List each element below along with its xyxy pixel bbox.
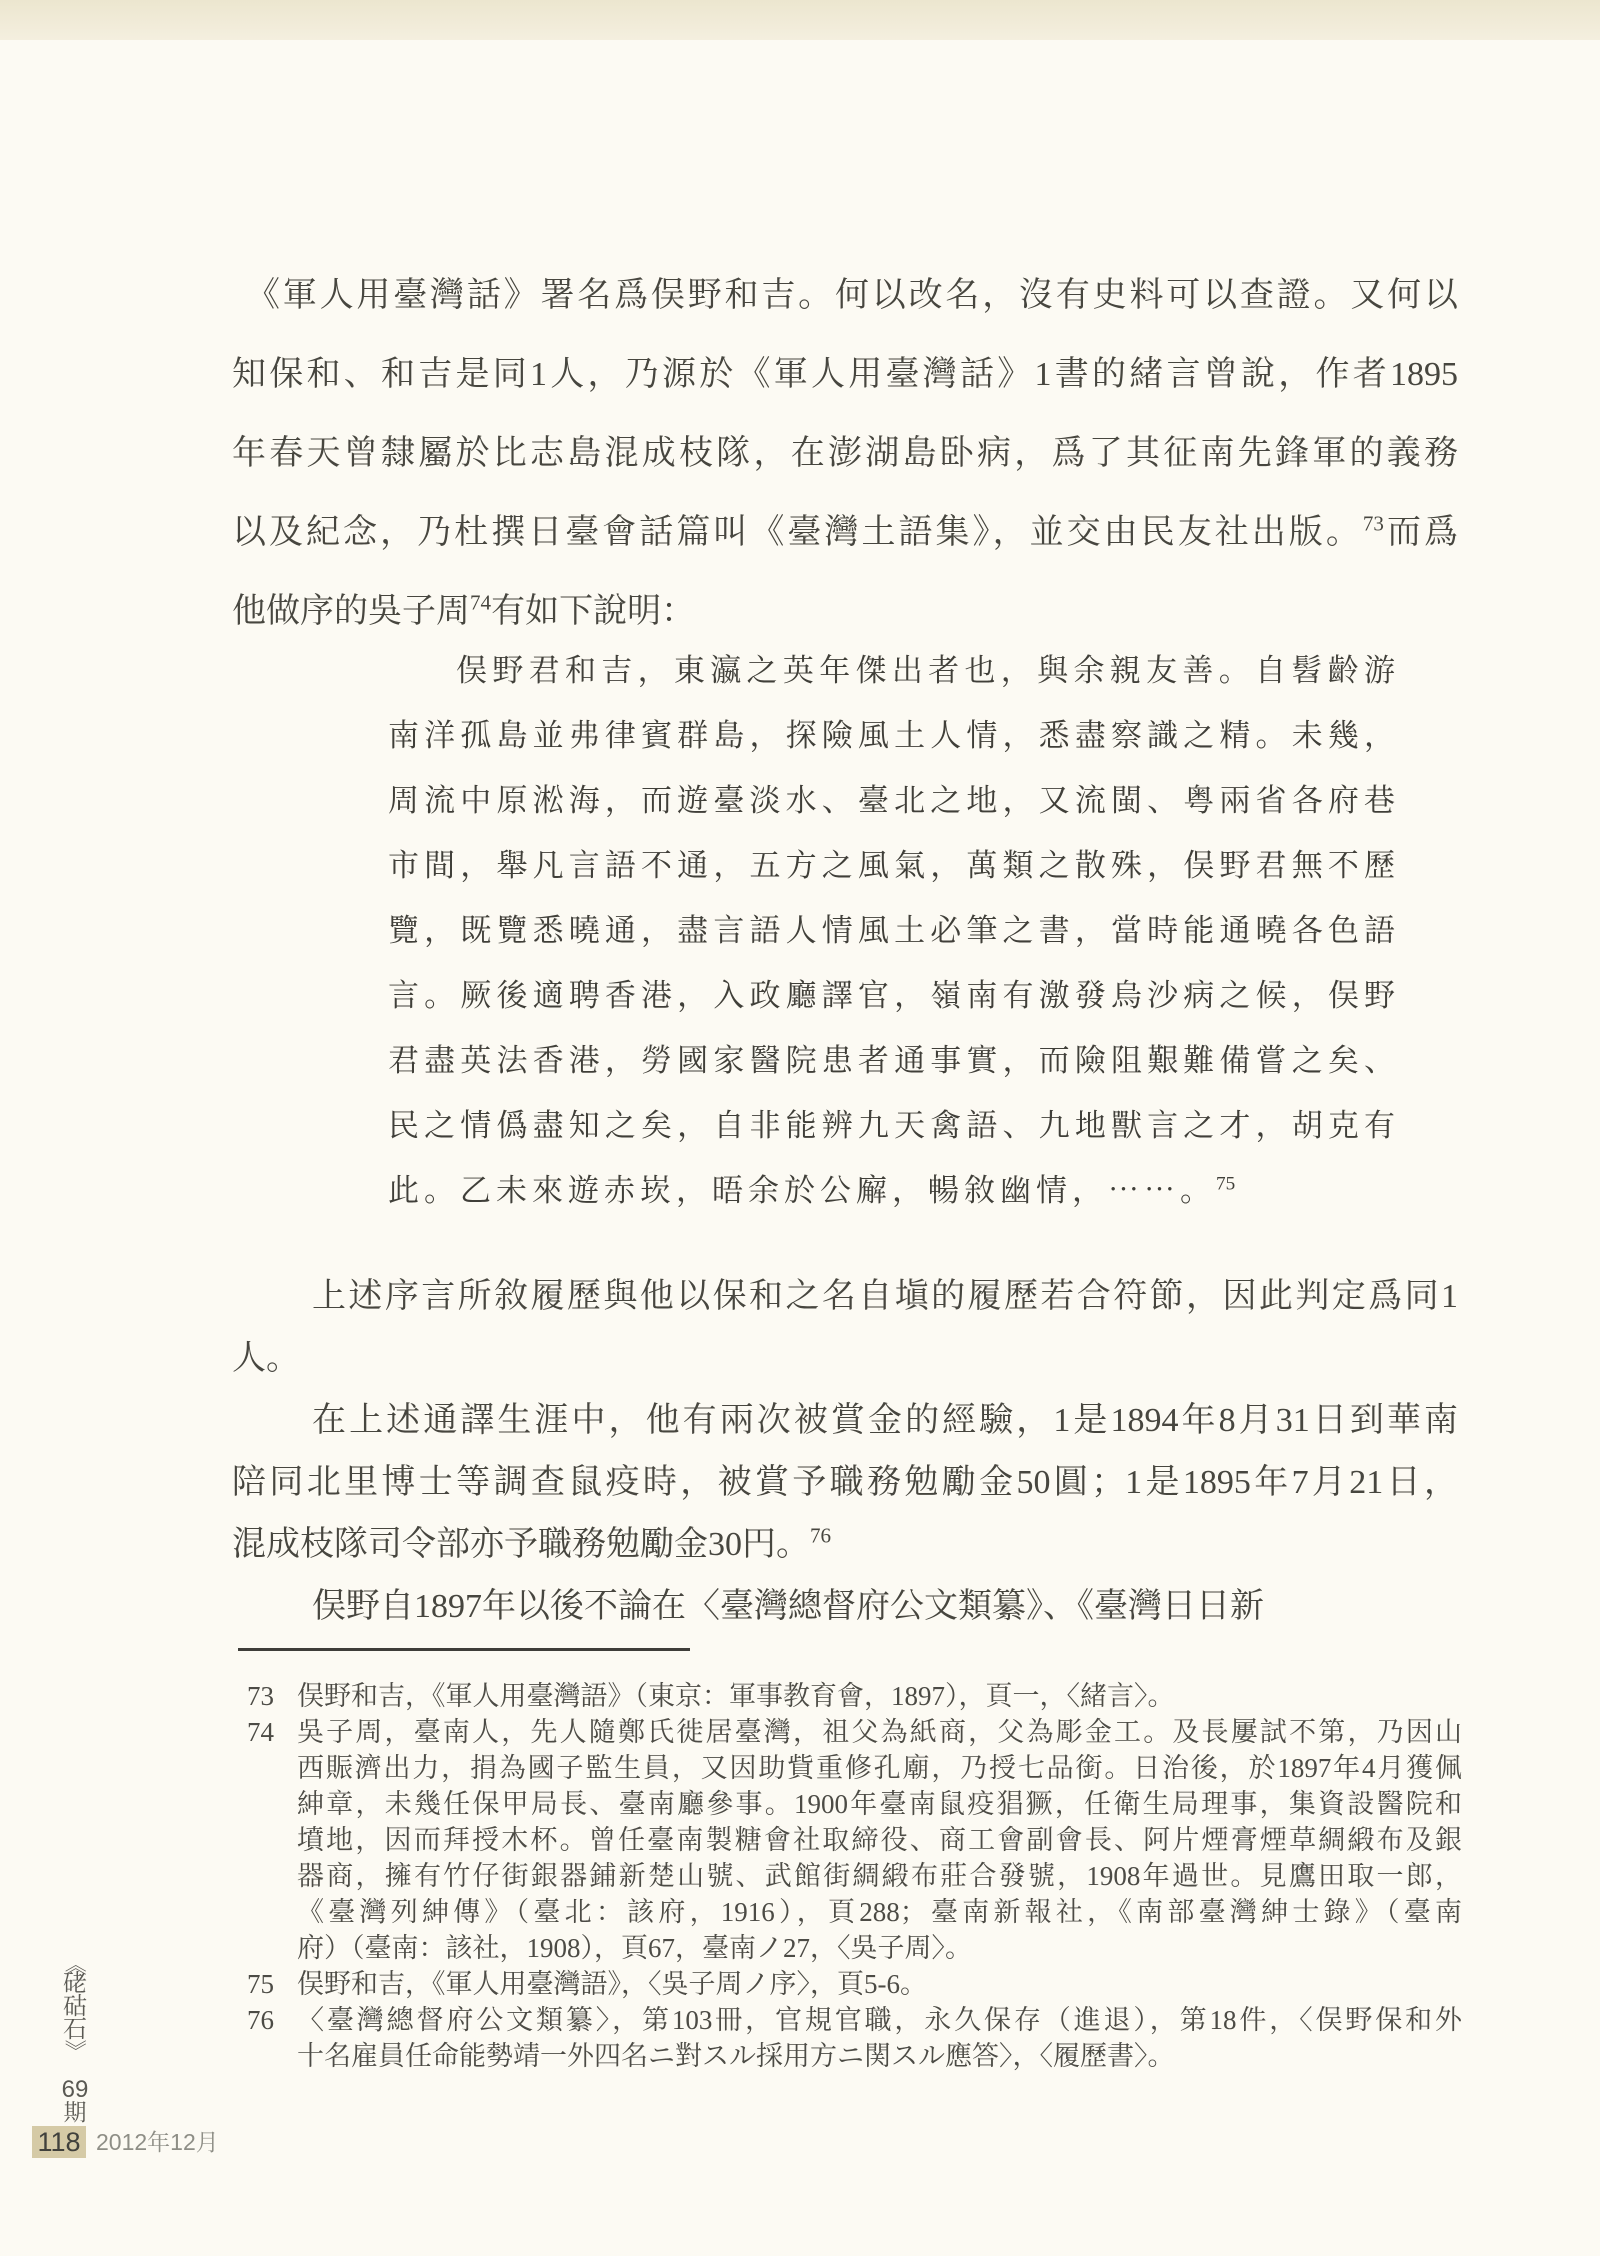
footnote-number: 76 (247, 2005, 274, 2035)
footnote-text (297, 1966, 1462, 2002)
footnote-text (297, 2002, 1462, 2074)
text-line: 周流中原淞海，而遊臺淡水、臺北之地，又流閩、粤兩省各府巷 (388, 783, 1400, 818)
publication-date: 2012年12月 (96, 2129, 219, 2155)
text-line: 君盡英法香港，勞國家醫院患者通事實，而險阻艱難備嘗之矣、 (388, 1043, 1400, 1078)
text-line: 紳章，未幾任保甲局長、臺南廳參事。1900年臺南鼠疫猖獗，任衛生局理事，集資設醫院和 (297, 1789, 1462, 1819)
text-line: 上述序言所敘履歷與他以保和之名自塡的履歷若合符節，因此判定爲同1 (312, 1278, 1458, 1315)
title-char: 𥑮 (63, 1994, 87, 2020)
footnote-number: 75 (247, 1969, 274, 1999)
footnote-text (297, 1714, 1462, 1966)
text-line: 混成枝隊司令部亦予職務勉勵金30円。$^{76}$ (232, 1523, 832, 1563)
footnote-item (247, 1678, 1462, 1714)
paragraph-after-1897 (232, 1576, 1458, 1638)
title-bracket: 《 (62, 1953, 88, 1976)
journal-title-vertical (56, 1953, 94, 2062)
footnote-item (247, 1966, 1462, 2002)
text-line: 知保和、和吉是同1人，乃源於《軍人用臺灣話》1書的緒言曾說，作者1895 (232, 356, 1458, 393)
title-char: 硓 (63, 1971, 87, 1997)
scan-top-edge (0, 0, 1600, 40)
title-char: 石 (63, 2017, 87, 2043)
text-line: 人。 (232, 1340, 300, 1377)
text-line: 他做序的吳子周$^{74}$有如下說明： (232, 590, 696, 630)
footnote-item (247, 2002, 1462, 2074)
text-line: 吳子周，臺南人，先人隨鄭氏徙居臺灣，祖父為紙商，父為彫金工。及長屢試不第，乃因山 (297, 1717, 1462, 1747)
paragraph-bounty-experiences (232, 1390, 1458, 1576)
paragraph-intro (232, 256, 1458, 651)
text-line: 俣野和吉，《軍人用臺灣語》，〈吳子周ノ序〉，頁5-6。 (297, 1969, 927, 1999)
text-line: 在上述通譯生涯中，他有兩次被賞金的經驗，1是1894年8月31日到華南 (312, 1402, 1458, 1439)
footnote-marker: 75 (1216, 1173, 1236, 1195)
text-line: 年春天曾隸屬於比志島混成枝隊，在澎湖島卧病，爲了其征南先鋒軍的義務 (232, 435, 1458, 472)
quote-block-wu-zizhou-preface (388, 638, 1400, 1223)
text-line: 器商，擁有竹仔街銀器鋪新楚山號、武館街綢緞布莊合發號，1908年過世。見鷹田取一郎， (297, 1861, 1462, 1891)
title-bracket: 》 (62, 2039, 88, 2062)
footnote-number: 74 (247, 1717, 274, 1747)
footnote-marker: 74 (470, 590, 492, 615)
text-line: 西賑濟出力，捐為國子監生員，又因助貲重修孔廟，乃授七品銜。日治後，於1897年4月獲佩 (297, 1753, 1462, 1783)
footnote-separator-rule (238, 1648, 690, 1651)
footnote-marker: 76 (810, 1523, 832, 1548)
text-line: 南洋孤島並弗律賓群島，探險風土人情，悉盡察識之精。未幾， (388, 718, 1400, 753)
text-line: 陪同北里博士等調查鼠疫時，被賞予職務勉勵金50圓；1是1895年7月21日， (232, 1464, 1458, 1501)
paragraph-same-person-conclusion (232, 1266, 1458, 1390)
footnote-text (297, 1678, 1462, 1714)
text-line: 此。乙未來遊赤崁，晤余於公廨，暢敘幽情，⋯⋯。$^{75}$ (388, 1173, 1236, 1208)
text-line: 俣野自1897年以後不論在〈臺灣總督府公文類纂》、《臺灣日日新 (312, 1588, 1264, 1625)
page-number-badge (32, 2126, 86, 2158)
page-number: 118 (37, 2126, 81, 2157)
issue-label (56, 2078, 94, 2125)
text-line: 〈臺灣總督府公文類纂〉，第103冊，官規官職，永久保存（進退），第18件，〈俣野保和外 (297, 2005, 1462, 2035)
text-line: 覽，既覽悉曉通，盡言語人情風土必筆之書，當時能通曉各色語 (388, 913, 1400, 948)
text-line: 市間，舉凡言語不通，五方之風氣，萬類之散殊，俣野君無不歷 (388, 848, 1400, 883)
footnote-item (247, 1714, 1462, 1966)
text-line: 墳地，因而拜授木杯。曾任臺南製糖會社取締役、商工會副會長、阿片煙膏煙草綢緞布及銀 (297, 1825, 1462, 1855)
footnote-marker: 73 (1362, 511, 1384, 536)
text-line: 《臺灣列紳傳》（臺北：該府，1916），頁288；臺南新報社，《南部臺灣紳士錄》（臺南 (297, 1897, 1462, 1927)
text-line: 言。厥後適聘香港，入政廳譯官，嶺南有激發烏沙病之候，俣野 (388, 978, 1400, 1013)
text-line: 十名雇員任命能勢靖一外四名ニ對スル採用方ニ関スル應答〉，〈履歷書〉。 (297, 2041, 1175, 2071)
footnotes (247, 1678, 1462, 2074)
issue-suffix: 期 (63, 2100, 87, 2125)
text-line: 府）（臺南：該社，1908），頁67，臺南ノ27，〈吳子周〉。 (297, 1933, 972, 1963)
text-line: 俣野君和吉，東瀛之英年傑出者也，與余親友善。自髫齡游 (456, 653, 1400, 688)
text-line: 民之情僞盡知之矣，自非能辨九天禽語、九地獸言之才，胡克有 (388, 1108, 1400, 1143)
text-line: 以及紀念，乃杜撰日臺會話篇叫《臺灣土語集》，並交由民友社出版。$^{73}$而爲 (232, 511, 1459, 551)
text-line: 俣野和吉，《軍人用臺灣語》（東京：軍事教育會，1897），頁一，〈緒言〉。 (297, 1681, 1175, 1711)
footnote-number: 73 (247, 1681, 274, 1711)
text-line: 《軍人用臺灣話》署名爲俣野和吉。何以改名，沒有史料可以查證。又何以 (246, 277, 1458, 314)
issue-number: 69 (61, 2076, 89, 2103)
